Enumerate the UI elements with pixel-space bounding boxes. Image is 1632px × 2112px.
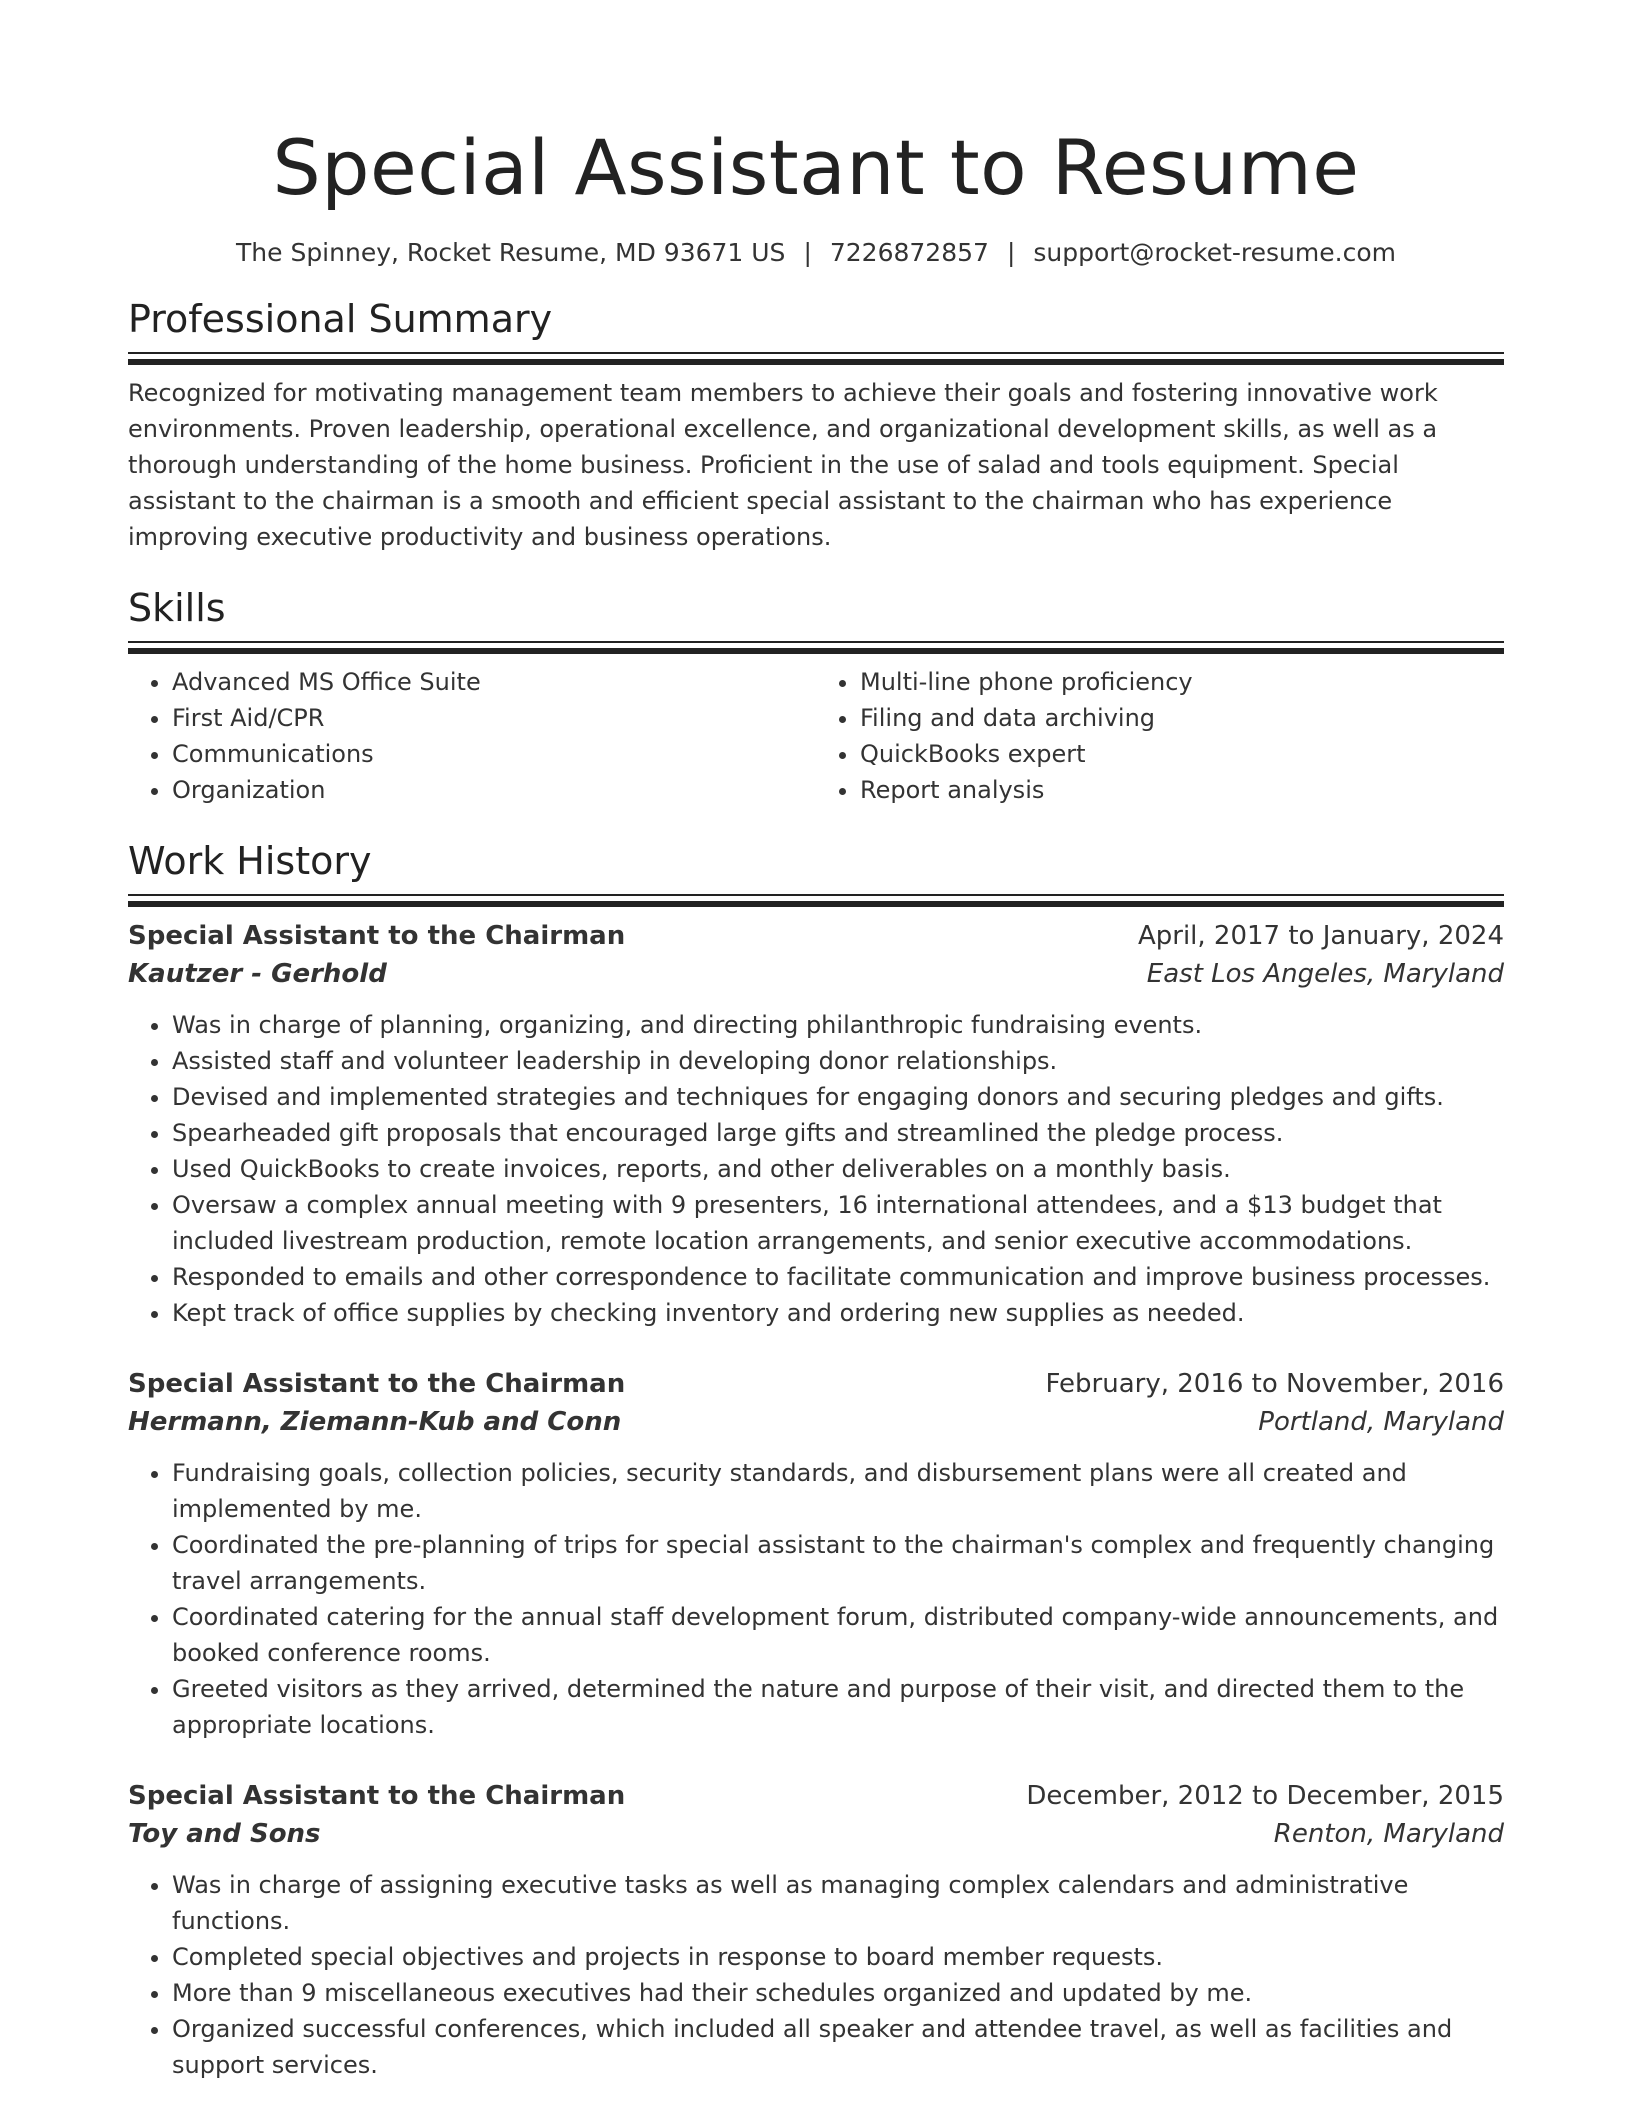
summary-heading: Professional Summary [128, 297, 553, 341]
job-subheader [128, 1403, 1504, 1441]
job-bullet: • Used QuickBooks to create invoices, reports, and other deliverables on a monthly basis. [172, 1151, 1504, 1187]
contact-phone: 7226872857 [829, 238, 989, 267]
job-title: Special Assistant to the Chairman [128, 1781, 626, 1811]
skill-item: • First Aid/CPR [172, 700, 816, 736]
job-bullets [128, 1455, 1504, 1743]
job-bullet: • Responded to emails and other correspondence to facilitate communication and improve business processes. [172, 1259, 1504, 1295]
contact-address: The Spinney, Rocket Resume, MD 93671 US [236, 238, 786, 267]
contact-line [128, 236, 1504, 270]
job-bullet: • Oversaw a complex annual meeting with 9 presenters, 16 international attendees, and a $13 budget that included livestream production, remote location arrangements, and senior executive accommodations. [172, 1187, 1504, 1259]
job-entry [128, 1365, 1504, 1743]
skills-list-right [816, 664, 1504, 808]
skills-list-left [128, 664, 816, 808]
skills-columns [128, 664, 1504, 808]
job-dates: April, 2017 to January, 2024 [1137, 921, 1504, 951]
skills-section [128, 585, 1504, 808]
job-bullet: • More than 9 miscellaneous executives had their schedules organized and updated by me. [172, 1975, 1504, 2011]
skill-item: • QuickBooks expert [860, 736, 1504, 772]
work-history-heading: Work History [128, 839, 372, 883]
job-title: Special Assistant to the Chairman [128, 1369, 626, 1399]
resume-name: Special Assistant to Resume [272, 123, 1360, 212]
contact-email: support@rocket-resume.com [1033, 238, 1396, 267]
skill-item: • Filing and data archiving [860, 700, 1504, 736]
skill-item: • Communications [172, 736, 816, 772]
job-header [128, 1777, 1504, 1815]
job-bullet: • Coordinated catering for the annual staff development forum, distributed company-wide announcements, and booked conference rooms. [172, 1599, 1504, 1671]
job-entry [128, 917, 1504, 1331]
job-bullet: • Fundraising goals, collection policies, security standards, and disbursement plans were all created and implemented by me. [172, 1455, 1504, 1527]
job-bullet: • Greeted visitors as they arrived, determined the nature and purpose of their visit, and directed them to the appropriate locations. [172, 1671, 1504, 1743]
job-title: Special Assistant to the Chairman [128, 921, 626, 951]
section-divider [128, 352, 1504, 365]
job-bullets [128, 1867, 1504, 2083]
skill-item: • Advanced MS Office Suite [172, 664, 816, 700]
job-bullet: • Was in charge of assigning executive tasks as well as managing complex calendars and administrative functions. [172, 1867, 1504, 1939]
section-divider [128, 641, 1504, 654]
job-location: Renton, Maryland [1273, 1819, 1504, 1849]
job-dates: December, 2012 to December, 2015 [1026, 1781, 1504, 1811]
section-divider [128, 894, 1504, 907]
skill-item: • Organization [172, 772, 816, 808]
job-subheader [128, 1815, 1504, 1853]
job-bullets [128, 1007, 1504, 1331]
job-bullet: • Spearheaded gift proposals that encouraged large gifts and streamlined the pledge process. [172, 1115, 1504, 1151]
job-company: Kautzer - Gerhold [128, 959, 387, 989]
job-header [128, 917, 1504, 955]
job-bullet: • Completed special objectives and projects in response to board member requests. [172, 1939, 1504, 1975]
job-bullet: • Was in charge of planning, organizing, and directing philanthropic fundraising events. [172, 1007, 1504, 1043]
summary-text: Recognized for motivating management team members to achieve their goals and fostering innovative work environments. Proven leadership, operational excellence, and organizational development skills, as well as a thorough understanding of the home business. Proficient in the use of salad and tools equipment. Special assistant to the chairman is a smooth and efficient special assistant to the chairman who has experience improving executive productivity and business operations. [128, 379, 1438, 551]
job-dates: February, 2016 to November, 2016 [1045, 1369, 1504, 1399]
job-bullet: • Organized successful conferences, which included all speaker and attendee travel, as well as facilities and support services. [172, 2011, 1504, 2083]
job-company: Hermann, Ziemann-Kub and Conn [128, 1407, 622, 1437]
job-company: Toy and Sons [128, 1819, 321, 1849]
summary-section [128, 296, 1504, 555]
job-bullet: • Coordinated the pre-planning of trips for special assistant to the chairman's complex and frequently changing travel arrangements. [172, 1527, 1504, 1599]
job-bullet: • Assisted staff and volunteer leadership in developing donor relationships. [172, 1043, 1504, 1079]
skills-heading: Skills [128, 586, 226, 630]
job-entry [128, 1777, 1504, 2083]
skill-item: • Report analysis [860, 772, 1504, 808]
contact-separator: | [803, 238, 812, 267]
job-bullet: • Devised and implemented strategies and techniques for engaging donors and securing pledges and gifts. [172, 1079, 1504, 1115]
job-location: East Los Angeles, Maryland [1146, 959, 1504, 989]
contact-separator: | [1006, 238, 1016, 267]
job-header [128, 1365, 1504, 1403]
skill-item: • Multi-line phone proficiency [860, 664, 1504, 700]
work-history-section [128, 838, 1504, 2083]
job-bullet: • Kept track of office supplies by checking inventory and ordering new supplies as needed. [172, 1295, 1504, 1331]
job-subheader [128, 955, 1504, 993]
job-location: Portland, Maryland [1258, 1407, 1504, 1437]
